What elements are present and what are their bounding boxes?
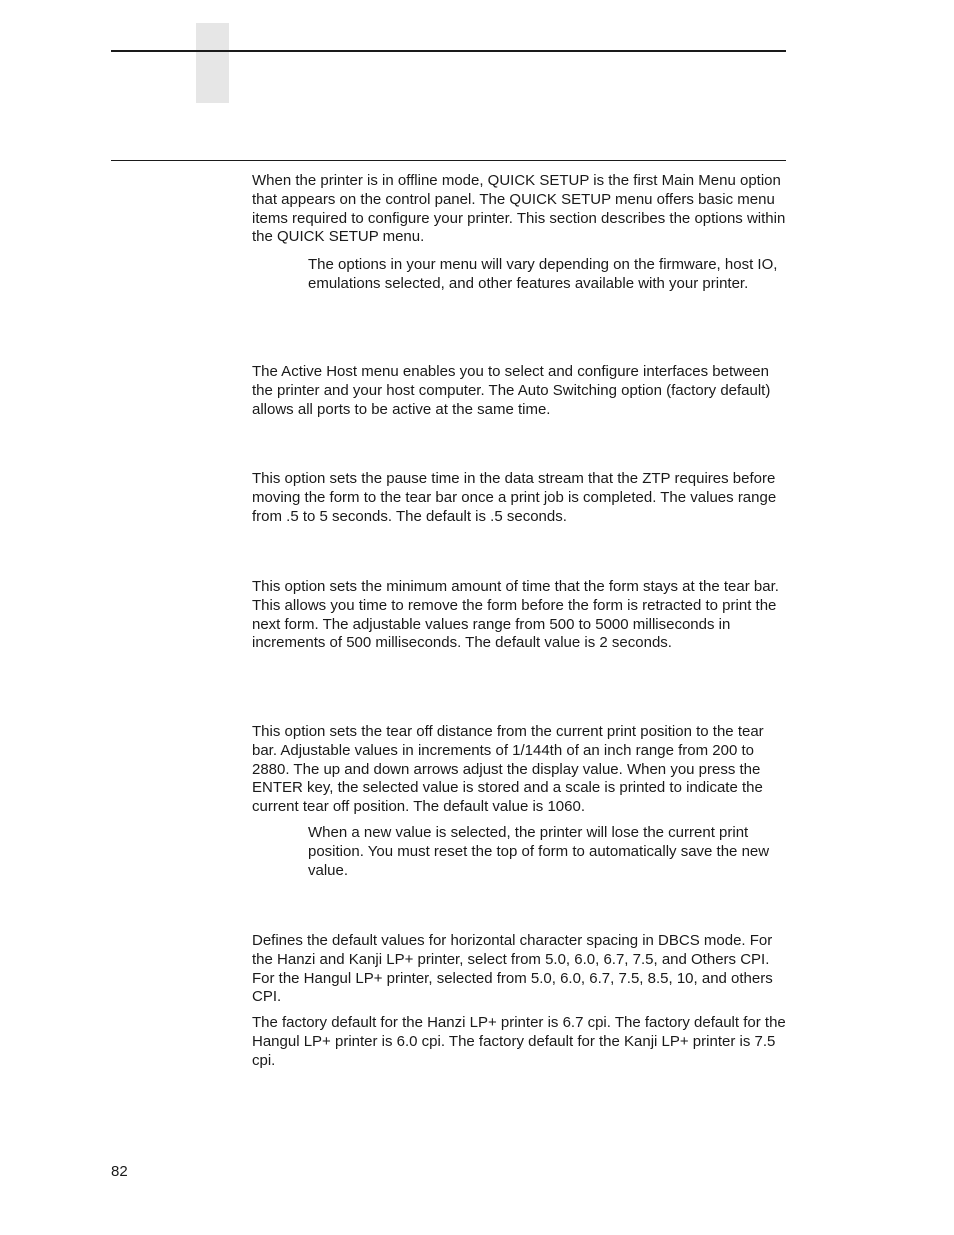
tear-distance-paragraph: This option sets the tear off distance from the current print position to the tear bar. Adjustable values in increments of 1/144th of an inch range from 200 to 2880. The up and down arrows adjust the display value. When you press the ENTER key, the selected value is stored and a scale is printed to indicate the current tear off position. The default value is 1060.	[252, 723, 764, 816]
dbcs-cpi-defaults-paragraph: The factory default for the Hanzi LP+ printer is 6.7 cpi. The factory default for the Hangul LP+ printer is 6.0 cpi. The factory default for the Kanji LP+ printer is 7.5 cpi.	[252, 1014, 786, 1069]
tear-time-paragraph: This option sets the minimum amount of time that the form stays at the tear bar. This allows you time to remove the form before the form is retracted to print the next form. The adjustable values range from 500 to 5000 milliseconds in increments of 500 milliseconds. The default value is 2 seconds.	[252, 578, 779, 652]
chapter-tab-block	[196, 23, 229, 103]
page-number: 82	[111, 1163, 128, 1180]
intro-note: The options in your menu will vary depending on the firmware, host IO, emulations selected, and other features available with your printer.	[308, 256, 778, 292]
pause-time-paragraph: This option sets the pause time in the data stream that the ZTP requires before moving the form to the tear bar once a print job is completed. The values range from .5 to 5 seconds. The default is .5 seconds.	[252, 470, 777, 525]
section-rule	[111, 160, 786, 161]
active-host-paragraph: The Active Host menu enables you to select and configure interfaces between the printer and your host computer. The Auto Switching option (factory default) allows all ports to be active at the same time.	[252, 363, 771, 418]
dbcs-cpi-paragraph: Defines the default values for horizontal character spacing in DBCS mode. For the Hanzi and Kanji LP+ printer, select from 5.0, 6.0, 6.7, 7.5, and Others CPI. For the Hangul LP+ printer, selected from 5.0, 6.0, 6.7, 7.5, 8.5, 10, and others CPI.	[252, 932, 773, 1006]
tear-distance-note: When a new value is selected, the printer will lose the current print position. You must reset the top of form to automatically save the new value.	[308, 824, 770, 879]
intro-paragraph: When the printer is in offline mode, QUICK SETUP is the first Main Menu option that appears on the control panel. The QUICK SETUP menu offers basic menu items required to configure your printer. This section describes the options within the QUICK SETUP menu.	[252, 172, 786, 246]
header-rule	[111, 50, 786, 52]
